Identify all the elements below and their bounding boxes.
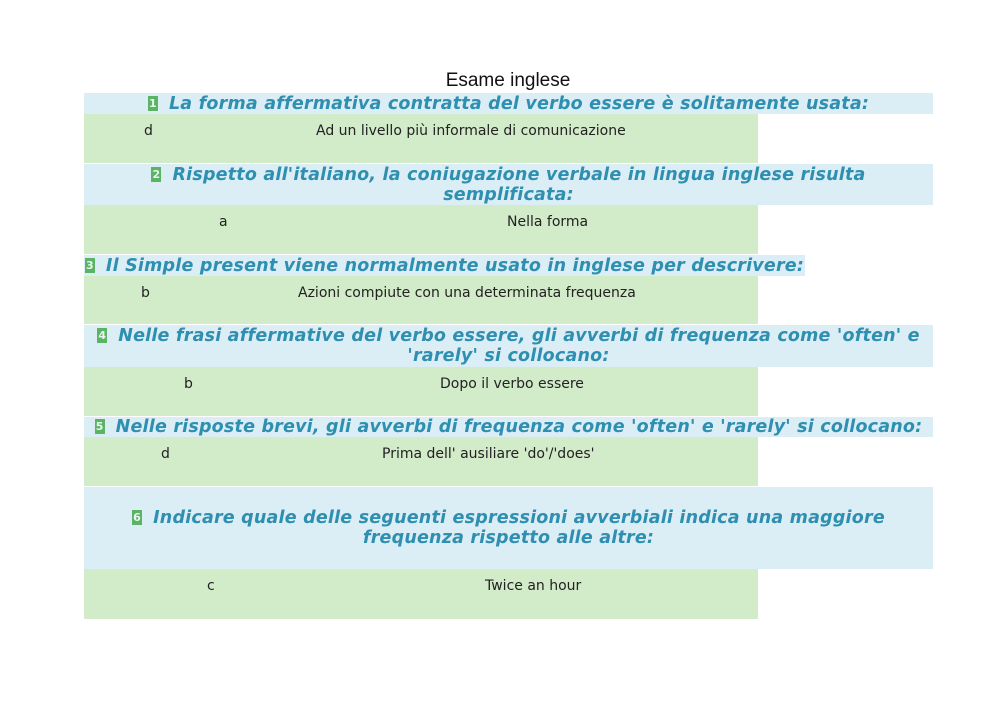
question-4 bbox=[84, 325, 933, 367]
question-5 bbox=[84, 417, 933, 437]
answer-4 bbox=[84, 367, 758, 416]
question-text: Il Simple present viene normalmente usato in inglese per descrivere: bbox=[105, 255, 805, 276]
answer-letter: b bbox=[141, 285, 150, 301]
document-title: Esame inglese bbox=[445, 70, 571, 91]
answer-text: Prima dell' ausiliare 'do'/'does' bbox=[382, 446, 595, 462]
answer-1 bbox=[84, 114, 758, 163]
question-number-badge: 1 bbox=[149, 96, 157, 110]
answer-letter: d bbox=[161, 446, 170, 462]
question-text: Indicare quale delle seguenti espressioni avverbiali indica una maggiore frequenza rispetto alle altre: bbox=[153, 508, 885, 548]
question-number-badge: 5 bbox=[95, 420, 104, 433]
question-text: Rispetto all'italiano, la coniugazione verbale in lingua inglese risulta semplificata: bbox=[172, 164, 866, 205]
answer-text: Nella forma bbox=[507, 214, 589, 230]
question-2 bbox=[84, 164, 933, 205]
answer-letter: d bbox=[144, 123, 153, 139]
question-number-badge: 4 bbox=[98, 329, 107, 342]
answer-text: Azioni compiute con una determinata frequenza bbox=[298, 285, 636, 301]
question-number-badge: 2 bbox=[152, 167, 161, 181]
question-3 bbox=[84, 255, 805, 276]
answer-text: Twice an hour bbox=[485, 578, 582, 594]
answer-letter: a bbox=[219, 214, 228, 230]
question-number-badge: 3 bbox=[85, 258, 94, 272]
question-text: Nelle frasi affermative del verbo essere, gli avverbi di frequenza come 'often' e 'rarely' si collocano: bbox=[118, 326, 920, 366]
question-1 bbox=[84, 93, 933, 114]
answer-text: Ad un livello più informale di comunicazione bbox=[316, 123, 626, 139]
answer-letter: b bbox=[184, 376, 193, 392]
question-6 bbox=[84, 487, 933, 569]
answer-letter: c bbox=[207, 578, 215, 594]
answer-3 bbox=[84, 276, 758, 324]
answer-6 bbox=[84, 569, 758, 619]
question-text: Nelle risposte brevi, gli avverbi di frequenza come 'often' e 'rarely' si collocano: bbox=[115, 417, 923, 437]
answer-2 bbox=[84, 205, 758, 254]
answer-text: Dopo il verbo essere bbox=[440, 376, 584, 392]
question-number-badge: 6 bbox=[133, 511, 142, 524]
answer-5 bbox=[84, 437, 758, 486]
question-text: La forma affermativa contratta del verbo essere è solitamente usata: bbox=[168, 93, 870, 114]
